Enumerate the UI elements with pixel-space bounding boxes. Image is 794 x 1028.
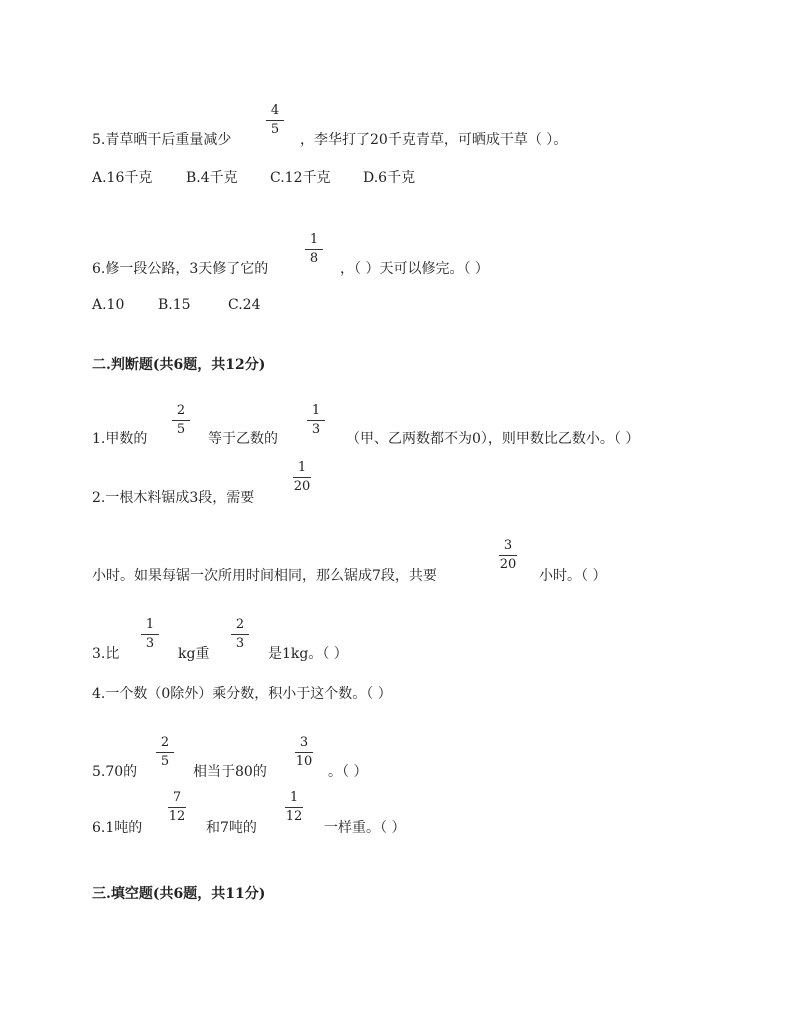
j5-text-a: 5.70的 <box>92 764 138 780</box>
j1-text-a: 1.甲数的 <box>92 431 148 447</box>
j5-fraction-1 <box>150 736 180 769</box>
j5-fraction-1-numerator: 2 <box>160 735 170 750</box>
j1-text-c: （甲、乙两数都不为0），则甲数比乙数小。（ ） <box>346 431 640 447</box>
j6-text-a: 6.1吨的 <box>92 820 143 836</box>
j3-fraction-2 <box>225 618 255 651</box>
j1-fraction-1 <box>166 404 196 437</box>
q5-fraction-numerator: 4 <box>270 103 280 118</box>
j3-text-c: 是1kg。（ ） <box>268 646 348 662</box>
j6-text-b: 和7吨的 <box>206 820 257 836</box>
j2-text-c: 小时。（ ） <box>539 568 607 584</box>
j2-fraction-1 <box>287 461 317 494</box>
j4-text: 4.一个数（0除外）乘分数，积小于这个数。（ ） <box>92 686 392 702</box>
j1-text-b: 等于乙数的 <box>208 431 278 447</box>
j6-text-c: 一样重。（ ） <box>324 820 406 836</box>
q6-prefix: 6.修一段公路，3天修了它的 <box>92 261 269 277</box>
j5-fraction-2-numerator: 3 <box>299 735 309 750</box>
j3-fraction-1 <box>135 618 165 651</box>
j1-fraction-2-numerator: 1 <box>311 403 321 418</box>
j5-fraction-1-denominator: 5 <box>160 754 170 769</box>
j2-fraction-2-denominator: 20 <box>499 557 517 572</box>
q6-option-c[interactable]: C.24 <box>228 297 261 313</box>
j5-text-b: 相当于80的 <box>193 764 267 780</box>
j2-text-b: 小时。如果每锯一次所用时间相同，那么锯成7段，共要 <box>92 568 437 584</box>
j1-fraction-1-numerator: 2 <box>176 403 186 418</box>
q6-fraction-denominator: 8 <box>309 251 319 266</box>
j6-fraction-2-denominator: 12 <box>285 809 303 824</box>
q6-option-b[interactable]: B.15 <box>158 297 191 313</box>
j3-fraction-2-numerator: 2 <box>235 617 245 632</box>
j1-fraction-1-denominator: 5 <box>176 422 186 437</box>
j2-fraction-1-denominator: 20 <box>293 479 311 494</box>
j6-fraction-1-numerator: 7 <box>172 790 182 805</box>
q5-option-d[interactable]: D.6千克 <box>363 170 416 186</box>
j2-fraction-2 <box>493 539 523 572</box>
q5-option-b[interactable]: B.4千克 <box>186 170 238 186</box>
q6-option-a[interactable]: A.10 <box>92 297 125 313</box>
j5-fraction-2-denominator: 10 <box>295 754 313 769</box>
j1-fraction-2-denominator: 3 <box>311 422 321 437</box>
q5-fraction <box>260 104 290 137</box>
j3-fraction-1-denominator: 3 <box>145 636 155 651</box>
section-2-title: 二.判断题(共6题，共12分) <box>92 357 266 373</box>
q5-suffix: ，李华打了20千克青草，可晒成干草（ ）。 <box>300 132 568 148</box>
q5-prefix: 5.青草晒干后重量减少 <box>92 132 232 148</box>
q5-option-c[interactable]: C.12千克 <box>270 170 331 186</box>
q6-suffix: ，（ ）天可以修完。（ ） <box>340 261 489 277</box>
section-3-title: 三.填空题(共6题，共11分) <box>92 886 266 902</box>
j5-fraction-2 <box>289 736 319 769</box>
j2-fraction-2-numerator: 3 <box>503 538 513 553</box>
q5-fraction-denominator: 5 <box>270 122 280 137</box>
j3-text-a: 3.比 <box>92 646 120 662</box>
j6-fraction-1 <box>162 791 192 824</box>
j6-fraction-1-denominator: 12 <box>168 809 186 824</box>
q6-fraction-numerator: 1 <box>309 232 319 247</box>
j3-text-b: kg重 <box>178 646 210 662</box>
j6-fraction-2-numerator: 1 <box>289 790 299 805</box>
j6-fraction-2 <box>279 791 309 824</box>
j3-fraction-1-numerator: 1 <box>145 617 155 632</box>
q5-option-a[interactable]: A.16千克 <box>92 170 153 186</box>
j5-text-c: 。（ ） <box>328 764 368 780</box>
j2-fraction-1-numerator: 1 <box>297 460 307 475</box>
j1-fraction-2 <box>301 404 331 437</box>
j2-text-a: 2.一根木料锯成3段，需要 <box>92 490 255 506</box>
q6-fraction <box>299 233 329 266</box>
j3-fraction-2-denominator: 3 <box>235 636 245 651</box>
